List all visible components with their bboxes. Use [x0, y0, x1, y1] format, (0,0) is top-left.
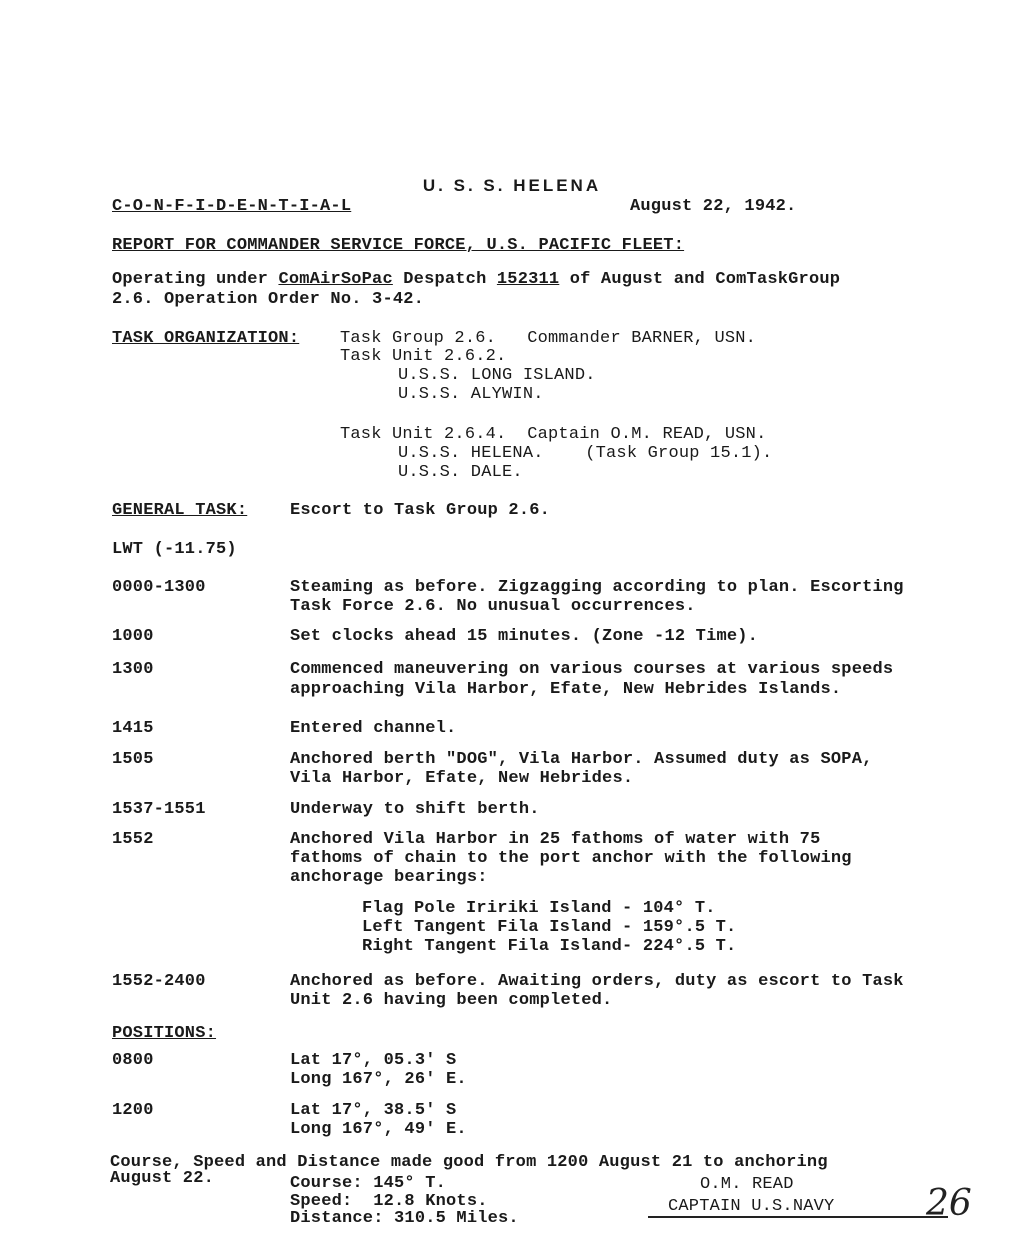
log-entry-line: Anchored berth "DOG", Vila Harbor. Assumed duty as SOPA, — [290, 750, 873, 769]
log-entry-line: Anchored as before. Awaiting orders, duty as escort to Task — [290, 972, 904, 991]
position-long: Long 167°, 26' E. — [290, 1070, 467, 1089]
log-time: 0000-1300 — [112, 578, 206, 597]
log-entry-line: Task Force 2.6. No unusual occurrences. — [290, 597, 696, 616]
summary-line: Course, Speed and Distance made good from 1200 August 21 to anchoring — [110, 1153, 828, 1172]
summary-distance: Distance: 310.5 Miles. — [290, 1209, 519, 1228]
log-entry-line: Anchored Vila Harbor in 25 fathoms of water with 75 — [290, 830, 821, 849]
task-org-line: U.S.S. DALE. — [398, 463, 523, 482]
log-time: 1537-1551 — [112, 800, 206, 819]
task-org-line: U.S.S. HELENA. (Task Group 15.1). — [398, 444, 773, 463]
position-lat: Lat 17°, 38.5' S — [290, 1101, 457, 1120]
report-title: REPORT FOR COMMANDER SERVICE FORCE, U.S. PACIFIC FLEET: — [112, 236, 685, 255]
signature-name: O.M. READ — [700, 1175, 794, 1194]
log-entry-line: anchorage bearings: — [290, 868, 488, 887]
log-entry-line: approaching Vila Harbor, Efate, New Hebrides Islands. — [290, 680, 842, 699]
position-time: 0800 — [112, 1051, 154, 1070]
ship-heading: U. S. S. HELENA — [422, 176, 602, 195]
intro-line-1: Operating under ComAirSoPac Despatch 152311 of August and ComTaskGroup — [112, 270, 841, 289]
log-time: 1505 — [112, 750, 154, 769]
log-entry-line: Steaming as before. Zigzagging according to plan. Escorting — [290, 578, 904, 597]
general-task-text: Escort to Task Group 2.6. — [290, 501, 551, 520]
positions-label: POSITIONS: — [112, 1024, 217, 1043]
task-org-line: Task Unit 2.6.4. Captain O.M. READ, USN. — [340, 425, 767, 444]
position-time: 1200 — [112, 1101, 154, 1120]
log-time: 1552 — [112, 830, 154, 849]
summary-line: August 22. — [110, 1169, 215, 1188]
classification: C-O-N-F-I-D-E-N-T-I-A-L — [112, 197, 352, 216]
bearing-line: Left Tangent Fila Island - 159°.5 T. — [362, 918, 737, 937]
log-entry-line: Entered channel. — [290, 719, 457, 738]
general-task-label: GENERAL TASK: — [112, 501, 248, 520]
log-time: 1415 — [112, 719, 154, 738]
log-time: 1552-2400 — [112, 972, 206, 991]
log-entry-line: Vila Harbor, Efate, New Hebrides. — [290, 769, 634, 788]
task-org-line: U.S.S. LONG ISLAND. — [398, 366, 596, 385]
page-number-handwritten: 26 — [926, 1183, 972, 1224]
log-time: 1000 — [112, 627, 154, 646]
task-org-line: U.S.S. ALYWIN. — [398, 385, 544, 404]
log-entry-line: fathoms of chain to the port anchor with the following — [290, 849, 852, 868]
lwt-zone: LWT (-11.75) — [112, 540, 237, 559]
log-entry-line: Unit 2.6 having been completed. — [290, 991, 613, 1010]
log-entry-line: Set clocks ahead 15 minutes. (Zone -12 Time). — [290, 627, 759, 646]
log-entry-line: Underway to shift berth. — [290, 800, 540, 819]
log-time: 1300 — [112, 660, 154, 679]
report-date: August 22, 1942. — [630, 197, 797, 216]
intro-line-2: 2.6. Operation Order No. 3-42. — [112, 290, 425, 309]
position-lat: Lat 17°, 05.3' S — [290, 1051, 457, 1070]
log-entry-line: Commenced maneuvering on various courses at various speeds — [290, 660, 894, 679]
task-org-line: Task Group 2.6. Commander BARNER, USN. — [340, 329, 757, 348]
position-long: Long 167°, 49' E. — [290, 1120, 467, 1139]
signature-line — [648, 1216, 948, 1218]
bearing-line: Flag Pole Iririki Island - 104° T. — [362, 899, 716, 918]
task-organization-label: TASK ORGANIZATION: — [112, 329, 300, 348]
summary-course: Course: 145° T. — [290, 1174, 447, 1193]
summary-speed: Speed: 12.8 Knots. — [290, 1192, 488, 1211]
signature-title: CAPTAIN U.S.NAVY — [668, 1197, 835, 1216]
bearing-line: Right Tangent Fila Island- 224°.5 T. — [362, 937, 737, 956]
task-org-line: Task Unit 2.6.2. — [340, 347, 507, 366]
